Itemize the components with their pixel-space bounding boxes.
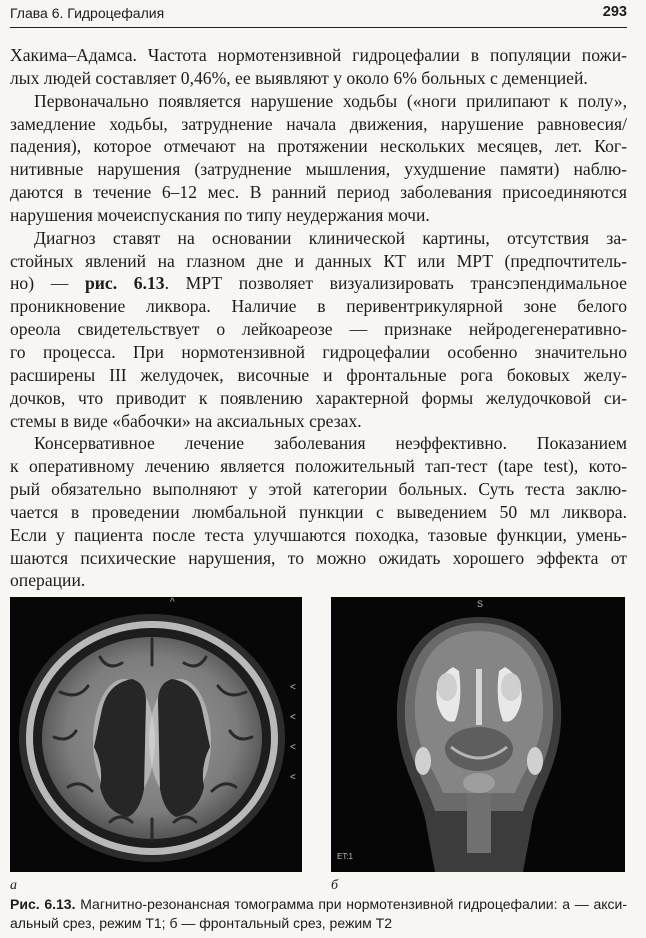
caption-line: альный срез, режим Т1; б — фронтальный срез, режим Т2	[10, 914, 392, 931]
panel-label-a: а	[10, 878, 17, 893]
paragraph-4	[10, 432, 627, 592]
running-header	[10, 3, 627, 28]
text-line: нарушения мочеиспускания по типу неудержания мочи.	[10, 204, 430, 225]
text-line: чается в проведении люмбальной пункции с выведением 50 мл ликвора.	[10, 501, 627, 522]
text-line: дочков, что приводит к появлению характерной формы желудочковой си-	[10, 387, 627, 408]
text-line: ореола свидетельствует о лейкоареозе — признаке нейродегенеративно-	[10, 319, 627, 340]
text-line: нитивные нарушения (затруднение мышления, ухудшение памяти) наблю-	[10, 159, 627, 180]
text-line: операции.	[10, 570, 86, 591]
text-line: даются в течение 6–12 мес. В ранний период заболевания присоединяются	[10, 182, 627, 203]
orientation-mark: <	[290, 682, 296, 693]
text-line	[10, 272, 627, 295]
text-line: замедление ходьбы, затруднение начала движения, нарушение равновесия/	[10, 113, 627, 134]
text-line: Хакима–Адамса. Частота нормотензивной гидроцефалии в популяции пожи-	[10, 45, 627, 65]
orientation-mark: S	[477, 599, 484, 609]
text-line: го процесса. При нормотензивной гидроцефалии особенно значительно	[10, 341, 627, 362]
mri-coronal-image	[331, 597, 625, 872]
text-line: расширены III желудочек, височные и фронтальные рога боковых желу-	[10, 364, 627, 385]
chapter-title: Глава 6. Гидроцефалия	[10, 5, 165, 21]
text-line: стемы в виде «бабочки» на аксиальных срезах.	[10, 410, 362, 431]
orientation-mark: <	[290, 712, 296, 723]
caption-text: Магнитно-резонансная томограмма при нормотензивной гидроцефалии: а — акси-	[75, 896, 627, 912]
text-line: рый обязательно выполняют у этой категории больных. Суть теста заклю-	[10, 479, 627, 500]
mri-axial-image	[10, 597, 302, 872]
sequence-label: ET:1	[337, 852, 354, 861]
text-segment: но) —	[10, 273, 69, 294]
panel-label-b: б	[331, 878, 339, 893]
orientation-mark: <	[290, 772, 296, 783]
text-line: Первоначально появляется нарушение ходьбы («ноги прилипают к полу»,	[34, 90, 627, 111]
text-segment: . МРТ позволяет визуализировать трансэпендимальное	[164, 273, 627, 294]
orientation-mark: ^	[170, 597, 175, 608]
text-line: лых людей составляет 0,46%, ее выявляют у около 6% больных с деменцией.	[10, 67, 588, 88]
mri-axial-drawing	[10, 597, 302, 872]
caption-figure-ref: Рис. 6.13.	[10, 896, 76, 912]
text-line: проникновение ликвора. Наличие в перивентрикулярной зоне белого	[10, 296, 627, 317]
paragraph-1	[10, 44, 627, 90]
caption-line	[10, 895, 627, 914]
paragraph-3	[10, 227, 627, 433]
mri-coronal-drawing	[331, 597, 625, 872]
text-line: Если у пациента после теста улучшаются походка, тазовые функции, умень-	[10, 524, 627, 545]
text-line: стойных явлений на глазном дне и данных КТ или МРТ (предпочтитель-	[10, 250, 627, 271]
text-line: Консервативное лечение заболевания неэффективно. Показанием	[34, 433, 627, 454]
text-line: к оперативному лечению является положительный тап-тест (tape test), кото-	[10, 456, 627, 477]
body-text	[10, 44, 627, 592]
text-line: Диагноз ставят на основании клинической картины, отсутствия за-	[34, 227, 627, 248]
figure-caption	[10, 895, 627, 932]
orientation-mark: <	[290, 742, 296, 753]
figure-reference: рис. 6.13	[85, 273, 165, 294]
page-number: 293	[602, 4, 627, 20]
text-line: падения), которое отмечают на протяжении нескольких месяцев, лет. Ког-	[10, 136, 627, 157]
text-line: шаются психические нарушения, то можно ожидать хорошего эффекта от	[10, 547, 627, 568]
paragraph-2	[10, 90, 627, 227]
